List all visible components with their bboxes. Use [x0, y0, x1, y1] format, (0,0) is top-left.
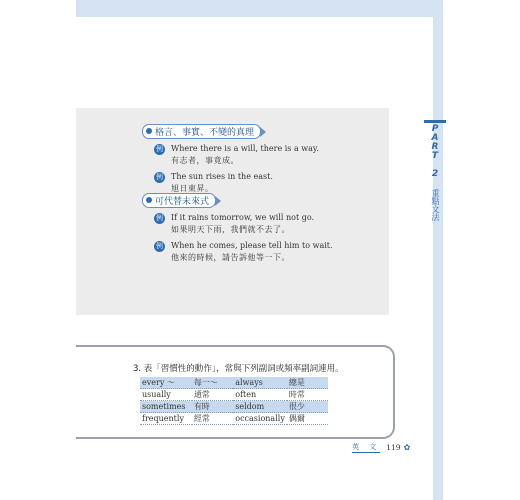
table-row — [140, 377, 328, 389]
example-badge-icon: 例 — [156, 241, 163, 250]
flower-icon: ✿ — [403, 443, 411, 452]
side-strip — [433, 0, 443, 500]
part-label: P A R T 2 — [431, 124, 439, 179]
example-item — [142, 240, 333, 264]
example-chinese: 旭日東昇。 — [171, 183, 214, 193]
section-heading — [142, 124, 261, 139]
frequency-table — [140, 377, 328, 425]
section-truths — [142, 119, 319, 195]
table-cell: 每一～ — [192, 377, 233, 389]
table-cell: sometimes — [140, 401, 192, 413]
part-rule — [424, 120, 446, 123]
example-item — [142, 212, 333, 236]
example-item — [142, 143, 319, 167]
part-subtitle: 重點文法 — [431, 189, 440, 221]
table-cell: 很少 — [287, 401, 328, 413]
note-title: 3. 表「習慣性的動作」，常與下列副詞或頻率副詞連用。 — [133, 364, 344, 374]
table-row — [140, 401, 328, 413]
table-cell: 通常 — [192, 389, 233, 401]
table-cell: occasionally — [235, 414, 285, 423]
example-english: If it rains tomorrow, we will not go. — [171, 212, 315, 222]
example-badge-icon: 例 — [156, 144, 163, 153]
example-english: Where there is a will, there is a way. — [171, 143, 319, 153]
table-cell: 偶爾 — [287, 413, 328, 425]
bullet-icon — [146, 128, 152, 134]
table-cell: usually — [140, 389, 192, 401]
example-english: The sun rises in the east. — [171, 171, 273, 181]
page-number: 119 — [386, 443, 401, 452]
top-band — [76, 0, 443, 17]
arrow-tail-icon — [215, 196, 221, 206]
section-heading-text: 可代替未來式 — [155, 196, 210, 207]
table-cell: often — [233, 389, 287, 401]
table-cell: 時常 — [287, 389, 328, 401]
table-cell: frequently — [140, 413, 192, 425]
arrow-tail-icon — [260, 127, 266, 137]
table-cell: every ～ — [140, 377, 192, 389]
part-tab — [424, 120, 446, 221]
bullet-icon — [146, 197, 152, 203]
example-english: When he comes, please tell him to wait. — [171, 240, 333, 250]
example-badge-icon: 例 — [156, 213, 163, 222]
page-footer — [352, 442, 410, 453]
table-cell: seldom — [233, 401, 287, 413]
table-cell: 經常 — [192, 413, 233, 425]
footer-label: 英 文 — [352, 443, 381, 451]
section-heading — [142, 193, 216, 208]
example-chinese: 如果明天下雨，我們就不去了。 — [171, 224, 290, 234]
section-future — [142, 188, 333, 264]
example-chinese: 他來的時候，請告訴他等一下。 — [171, 252, 290, 262]
table-row — [140, 389, 328, 401]
table-row — [140, 413, 328, 425]
example-badge-icon: 例 — [156, 172, 163, 181]
table-cell: 有時 — [192, 401, 233, 413]
example-chinese: 有志者，事竟成。 — [171, 155, 239, 165]
table-cell: 總是 — [287, 377, 328, 389]
table-cell: always — [233, 377, 287, 389]
section-heading-text: 格言、事實、不變的真理 — [155, 127, 255, 138]
